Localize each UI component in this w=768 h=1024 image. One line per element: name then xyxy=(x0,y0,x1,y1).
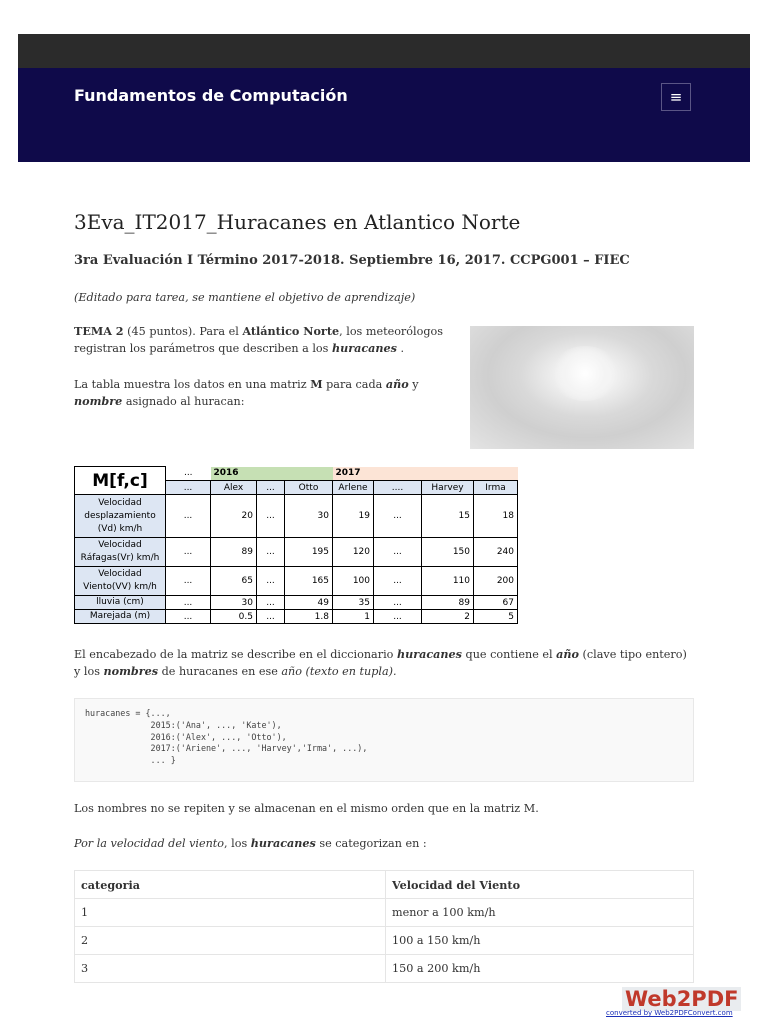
matrix-cell: ... xyxy=(374,610,422,624)
matrix-column-header: Irma xyxy=(474,481,518,495)
huracanes-term: huracanes xyxy=(250,836,316,850)
matrix-cell: ... xyxy=(166,538,211,567)
page-subtitle: 3ra Evaluación I Término 2017-2018. Septiembre 16, 2017. CCPG001 – FIEC xyxy=(74,253,630,268)
site-title[interactable]: Fundamentos de Computación xyxy=(74,86,348,105)
tabla-text: asignado al huracan: xyxy=(122,395,245,408)
web2pdf-link[interactable]: converted by Web2PDFConvert.com xyxy=(606,1009,733,1017)
matrix-cell: ... xyxy=(257,538,285,567)
year-dots: ... xyxy=(183,468,193,479)
hurricane-matrix-image xyxy=(74,466,518,624)
matrix-cell: 49 xyxy=(285,596,333,610)
matrix-cell: 100 xyxy=(333,567,374,596)
matrix-cell: 30 xyxy=(285,495,333,538)
matrix-column-header: ... xyxy=(257,481,285,495)
matrix-cell: ... xyxy=(257,567,285,596)
anio-term: año xyxy=(385,377,409,391)
vel-text: Por la velocidad del viento xyxy=(74,837,225,850)
matrix-cell: 120 xyxy=(333,538,374,567)
enc-text: (clave tipo entero) y los xyxy=(74,648,687,678)
region-name: Atlántico Norte xyxy=(242,324,340,338)
matrix-cell: 1.8 xyxy=(285,610,333,624)
matrix-cell: 1 xyxy=(333,610,374,624)
matrix-name: M xyxy=(310,377,323,391)
tabla-text: para cada xyxy=(322,378,386,391)
matrix-cell: ... xyxy=(166,495,211,538)
matrix-row xyxy=(75,610,518,624)
matrix-label: M[f,c] xyxy=(92,470,148,491)
page-title: 3Eva_IT2017_Huracanes en Atlantico Norte xyxy=(74,210,521,234)
nombres-paragraph: Los nombres no se repiten y se almacenan en el mismo orden que en la matriz M. xyxy=(74,802,539,815)
matrix-cell: ... xyxy=(374,495,422,538)
matrix-row xyxy=(75,596,518,610)
menu-icon[interactable]: ≡ xyxy=(661,83,691,111)
web2pdf-logo[interactable]: Web2PDF xyxy=(622,987,741,1011)
matrix-cell: ... xyxy=(374,538,422,567)
table-cell: 150 a 200 km/h xyxy=(386,955,694,983)
tema-text: , los meteorólogos registran los parámetros que describen a los xyxy=(74,325,443,355)
matrix-cell: 35 xyxy=(333,596,374,610)
matrix-cell: ... xyxy=(257,596,285,610)
tabla-text: y xyxy=(408,378,419,391)
tabla-paragraph xyxy=(74,376,454,410)
matrix-cell: 65 xyxy=(211,567,257,596)
tabla-text: La tabla muestra los datos en una matriz xyxy=(74,378,311,391)
hurricane-eye xyxy=(550,346,620,401)
table-row xyxy=(75,899,694,927)
matrix-row xyxy=(75,567,518,596)
table-cell: 2 xyxy=(75,927,386,955)
table-cell: 100 a 150 km/h xyxy=(386,927,694,955)
matrix-cell: 67 xyxy=(474,596,518,610)
matrix-cell: 200 xyxy=(474,567,518,596)
edit-note: (Editado para tarea, se mantiene el objetivo de aprendizaje) xyxy=(74,291,416,304)
table-cell: menor a 100 km/h xyxy=(386,899,694,927)
matrix-cell: 20 xyxy=(211,495,257,538)
year-2016: 2016 xyxy=(211,467,333,481)
matrix-cell: ... xyxy=(166,567,211,596)
matrix-row xyxy=(75,538,518,567)
matrix-cell: 240 xyxy=(474,538,518,567)
tema-text: . xyxy=(396,342,405,355)
anio-tuple-term: año (texto en tupla). xyxy=(281,665,397,678)
matrix-cell: ... xyxy=(166,596,211,610)
column-header: Velocidad del Viento xyxy=(386,871,694,899)
matrix-column-header: Harvey xyxy=(422,481,474,495)
tema-label: TEMA 2 xyxy=(74,324,124,338)
top-bar xyxy=(18,34,750,68)
matrix-cell: 110 xyxy=(422,567,474,596)
matrix-cell: 5 xyxy=(474,610,518,624)
matrix-column-header: Arlene xyxy=(333,481,374,495)
matrix-cell: 15 xyxy=(422,495,474,538)
matrix-row-label: Marejada (m) xyxy=(75,610,166,624)
enc-text: de huracanes en ese xyxy=(158,665,282,678)
site-header xyxy=(18,68,750,162)
vel-text: se categorizan en : xyxy=(315,837,427,850)
matrix-cell: ... xyxy=(166,610,211,624)
categoria-table xyxy=(74,870,694,983)
matrix-cell: 150 xyxy=(422,538,474,567)
tema-text: (45 puntos). Para el xyxy=(123,325,243,338)
matrix-column-header: Alex xyxy=(211,481,257,495)
table-row xyxy=(75,955,694,983)
column-header: categoria xyxy=(75,871,386,899)
matrix-column-header: Otto xyxy=(285,481,333,495)
matrix-column-header: ... xyxy=(166,481,211,495)
matrix-cell: 165 xyxy=(285,567,333,596)
tema-paragraph xyxy=(74,323,454,357)
matrix-row-label: Velocidad Ráfagas(Vr) km/h xyxy=(75,538,166,567)
anio-term: año xyxy=(556,647,579,661)
matrix-cell: 30 xyxy=(211,596,257,610)
matrix-cell: 18 xyxy=(474,495,518,538)
web2pdf-badge[interactable] xyxy=(606,987,756,1024)
table-cell: 3 xyxy=(75,955,386,983)
code-block: huracanes = {..., 2015:('Ana', ..., 'Kate'), 2016:('Alex', ..., 'Otto'), 2017:('Ariene', ..., 'Harvey','Irma', ...), ... } xyxy=(74,698,694,782)
matrix-cell: ... xyxy=(257,495,285,538)
hurricane-satellite-image xyxy=(470,326,694,449)
matrix-column-header: .... xyxy=(374,481,422,495)
enc-text: que contiene el xyxy=(461,648,557,661)
enc-text: El encabezado de la matriz se describe en el diccionario xyxy=(74,648,397,661)
categoria-header-row xyxy=(75,871,694,899)
matrix-cell: 89 xyxy=(211,538,257,567)
table-row xyxy=(75,927,694,955)
huracanes-term: huracanes xyxy=(331,341,397,355)
matrix-cell: 89 xyxy=(422,596,474,610)
matrix-row-label: lluvia (cm) xyxy=(75,596,166,610)
matrix-row xyxy=(75,495,518,538)
velocidad-paragraph xyxy=(74,835,427,852)
matrix-row-label: Velocidad desplazamiento (Vd) km/h xyxy=(75,495,166,538)
matrix-cell: 195 xyxy=(285,538,333,567)
table-cell: 1 xyxy=(75,899,386,927)
matrix-cell: 0.5 xyxy=(211,610,257,624)
encabezado-paragraph xyxy=(74,646,694,680)
matrix-row-label: Velocidad Viento(VV) km/h xyxy=(75,567,166,596)
matrix-cell: 19 xyxy=(333,495,374,538)
matrix-cell: 2 xyxy=(422,610,474,624)
matrix-cell: ... xyxy=(374,567,422,596)
matrix-cell: ... xyxy=(257,610,285,624)
huracanes-term: huracanes xyxy=(396,647,462,661)
year-2017: 2017 xyxy=(333,467,518,481)
matrix-cell: ... xyxy=(374,596,422,610)
nombre-term: nombre xyxy=(74,394,123,408)
nombres-term: nombres xyxy=(103,664,159,678)
vel-text: , los xyxy=(224,837,251,850)
